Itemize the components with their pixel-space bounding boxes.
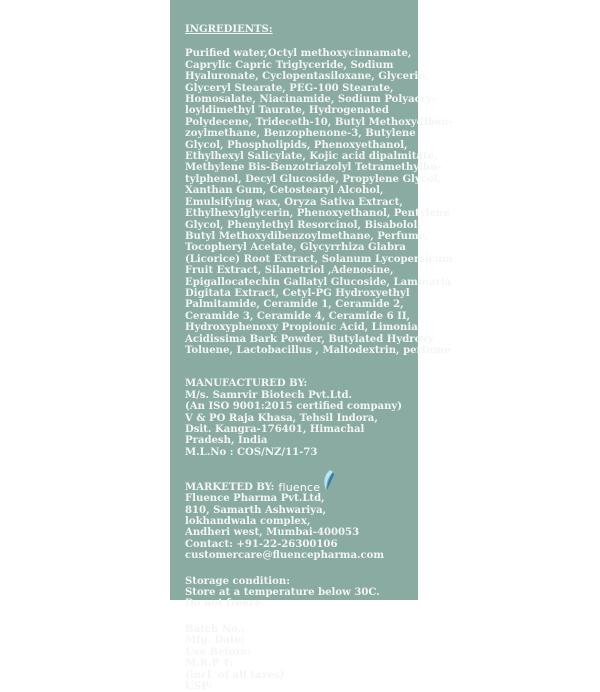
ingredients-line: Acidissima Bark Powder, Butylated Hydroxy xyxy=(185,333,434,345)
usp-label: USP: xyxy=(185,680,213,692)
ingredients-line: loyldimethyl Taurate, Hydrogenated xyxy=(185,105,389,117)
product-label-panel xyxy=(170,0,453,692)
mfg-date-label: Mfg. Date: xyxy=(185,635,245,647)
ingredients-line: Homosalate, Niacinamide, Sodium Polyacry- xyxy=(185,94,437,106)
manufacturer-line: Pradesh, India xyxy=(185,435,268,447)
storage-line: Do not freeze. xyxy=(185,598,265,610)
ingredients-line: Ceramide 3, Ceramide 4, Ceramide 6 II, xyxy=(185,310,411,322)
manufacturer-block xyxy=(185,378,413,458)
marketer-email: customercare@fluencepharma.com xyxy=(185,550,385,562)
ingredients-line: Glycol, Phenylethyl Resorcinol, Bisabolol, xyxy=(185,219,421,231)
marketer-block xyxy=(185,469,413,561)
manufacturer-line: Dsit. Kangra-176401, Himachal xyxy=(185,424,365,435)
ingredients-line: Ethylhexyl Salicylate, Kojic acid dipalmitate, xyxy=(185,151,438,163)
ingredients-line: Glyceryl Stearate, PEG-100 Stearate, xyxy=(185,82,394,94)
ingredients-line: zoylmethane, Benzophenone-3, Butylene xyxy=(185,128,416,140)
ingredients-line: Glycol, Phospholipids, Phenoxyethanol, xyxy=(185,139,408,151)
ingredients-line: Epigallocatechin Gallatyl Glucoside, Laminaria xyxy=(185,276,452,288)
marketer-line: Fluence Pharma Pvt.Ltd, xyxy=(185,493,325,505)
ingredients-line: Xanthan Gum, Cetostearyl Alcohol, xyxy=(185,185,384,197)
label-text xyxy=(185,24,453,692)
ingredients-line: Methylene Bis-Benzotriazolyl Tetramethylbu- xyxy=(185,162,442,174)
ingredients-line: Butyl Methoxydibenzoylmethane, Perfume, xyxy=(185,230,429,242)
marketer-heading: MARKETED BY: xyxy=(185,481,275,493)
brand-logo-wordmark: fluence xyxy=(278,480,321,494)
tax-note: (incl. of all taxes) xyxy=(185,669,285,681)
marketer-contact: Contact: +91-22-26300106 xyxy=(185,538,338,550)
ingredients-list xyxy=(185,48,453,356)
ingredients-line: Tocopheryl Acetate, Glycyrrhiza Glabra xyxy=(185,242,406,254)
batch-block xyxy=(185,624,413,692)
ingredients-line: Ethylhexylglycerin, Phenoxyethanol, Pentylene xyxy=(185,208,450,220)
marketer-line: Andheri west, Mumbai-400053 xyxy=(185,527,360,539)
mrp-label: M.R.P ₹: xyxy=(185,658,234,670)
ingredients-line: Toluene, Lactobacillus , Maltodextrin, perfume xyxy=(185,344,451,356)
manufacturer-line: V & PO Raja Khasa, Tehsil Indora, xyxy=(185,412,378,424)
manufacturer-line: (An ISO 9001:2015 certified company) xyxy=(185,401,403,413)
ingredients-line: tylphenol, Decyl Glucoside, Propylene Glycol, xyxy=(185,173,441,185)
ingredients-line: Emulsifying wax, Oryza Sativa Extract, xyxy=(185,196,403,208)
ingredients-line: Palmitamide, Ceramide 1, Ceramide 2, xyxy=(185,299,404,311)
ingredients-line: Hydroxyphenoxy Propionic Acid, Limonia xyxy=(185,322,418,334)
ingredients-line: Fruit Extract, Silanetriol ,Adenosine, xyxy=(185,265,394,277)
batch-number-label: Batch No.: xyxy=(185,623,245,635)
manufacturer-heading: MANUFACTURED BY: xyxy=(185,378,308,390)
ingredients-line: Polydecene, Trideceth-10, Butyl Methoxydiben- xyxy=(185,116,453,128)
brand-swoosh-icon xyxy=(321,469,335,491)
storage-line: Store at a temperature below 30C. xyxy=(185,587,380,599)
ingredients-line: Digitata Extract, Cetyl-PG Hydroxyethyl xyxy=(185,287,410,299)
manufacturer-license: M.L.No : COS/NZ/11-73 xyxy=(185,446,318,458)
marketer-line: 810, Samarth Ashwariya, xyxy=(185,504,327,516)
ingredients-line: Purified water,Octyl methoxycinnamate, xyxy=(185,48,412,60)
marketer-line: lokhandwala complex, xyxy=(185,516,311,528)
marketer-heading-row xyxy=(185,469,413,493)
storage-heading: Storage condition: xyxy=(185,575,290,587)
ingredients-line: Caprylic Capric Triglyceride, Sodium xyxy=(185,59,394,71)
storage-block xyxy=(185,576,413,610)
ingredients-heading: INGREDIENTS: xyxy=(185,24,273,35)
manufacturer-line: M/s. Samrvir Biotech Pvt.Ltd. xyxy=(185,389,353,401)
use-before-label: Use Before: xyxy=(185,646,251,658)
ingredients-line: Hyaluronate, Cyclopentasiloxane, Glycerin, xyxy=(185,71,430,83)
ingredients-line: (Licorice) Root Extract, Solanum Lycopersicum xyxy=(185,253,453,265)
brand-logo xyxy=(278,469,335,493)
